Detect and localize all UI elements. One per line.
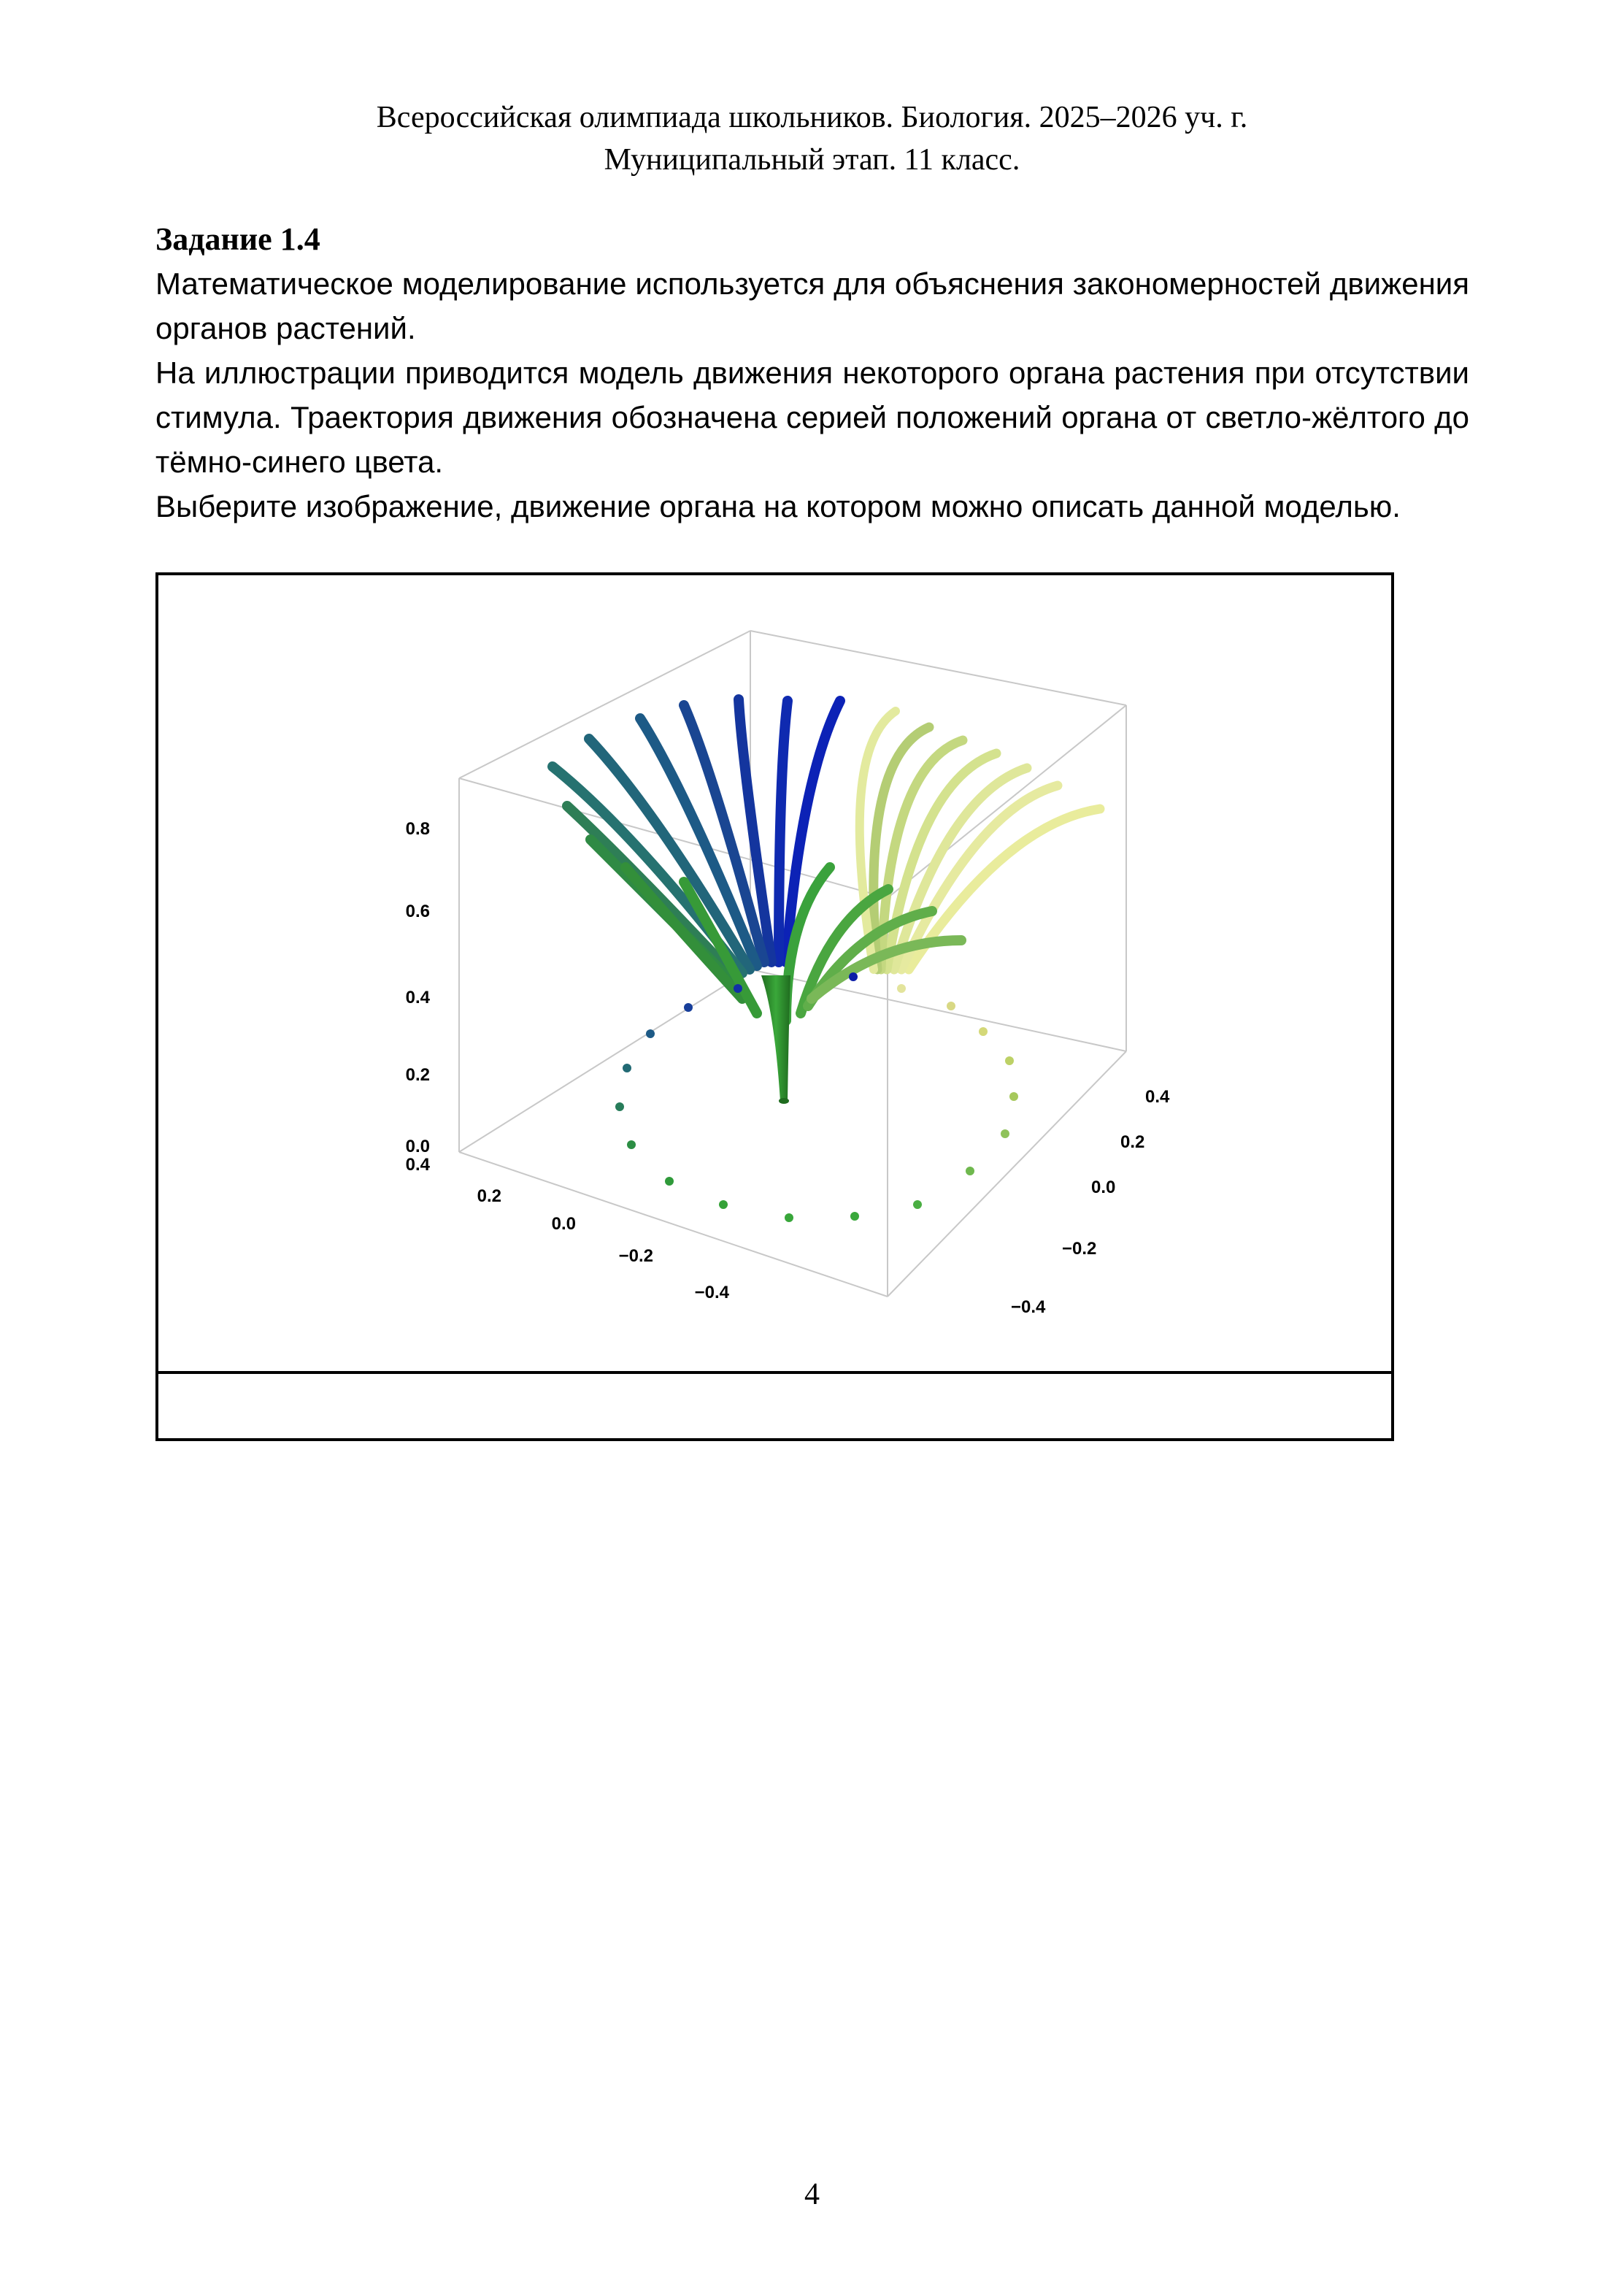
figure-cell [158,575,1391,1374]
y-tick: 0.4 [1145,1087,1170,1107]
x-tick: −0.2 [618,1246,653,1266]
x-tick: −0.4 [694,1283,729,1302]
organ-positions [553,699,1100,1021]
task-block [155,218,1469,529]
y-tick: −0.4 [1011,1297,1046,1317]
task-paragraph-3: Выберите изображение, движение органа на котором можно описать данной моделью. [155,489,1401,523]
y-axis-ticks [1011,1087,1170,1317]
figure-table [155,572,1394,1441]
y-tick: −0.2 [1062,1239,1097,1259]
z-axis-ticks [406,819,431,1156]
header-line-2: Муниципальный этап. 11 класс. [604,143,1020,177]
plant-organ-model-plot [158,575,1391,1371]
x-tick: 0.4 [405,1155,430,1175]
z-tick: 0.0 [405,1137,430,1156]
x-axis-ticks [406,1155,730,1302]
y-tick: 0.2 [1120,1132,1145,1152]
z-tick: 0.8 [405,819,430,839]
y-tick: 0.0 [1091,1178,1116,1197]
organ-stem [761,975,790,1101]
document-header [0,96,1624,181]
task-paragraph-2: На иллюстрации приводится модель движения некоторого органа растения при отсутствии стимула. Траектория движения обозначена серией положений органа от светло-жёлтого до тёмно-синего цвета. [155,356,1469,479]
header-line-1: Всероссийская олимпиада школьников. Биология. 2025–2026 уч. г. [376,101,1248,134]
trajectory-points [615,972,1018,1222]
page-number: 4 [804,2178,820,2211]
z-tick: 0.4 [405,988,430,1007]
x-tick: 0.0 [551,1214,576,1234]
x-tick: 0.2 [477,1186,501,1206]
z-tick: 0.2 [405,1065,430,1085]
z-tick: 0.6 [405,902,430,921]
task-title: Задание 1.4 [155,221,320,257]
answer-cell[interactable] [158,1374,1391,1438]
task-paragraph-1: Математическое моделирование используется для объяснения закономерностей движения органов растений. [155,266,1469,345]
